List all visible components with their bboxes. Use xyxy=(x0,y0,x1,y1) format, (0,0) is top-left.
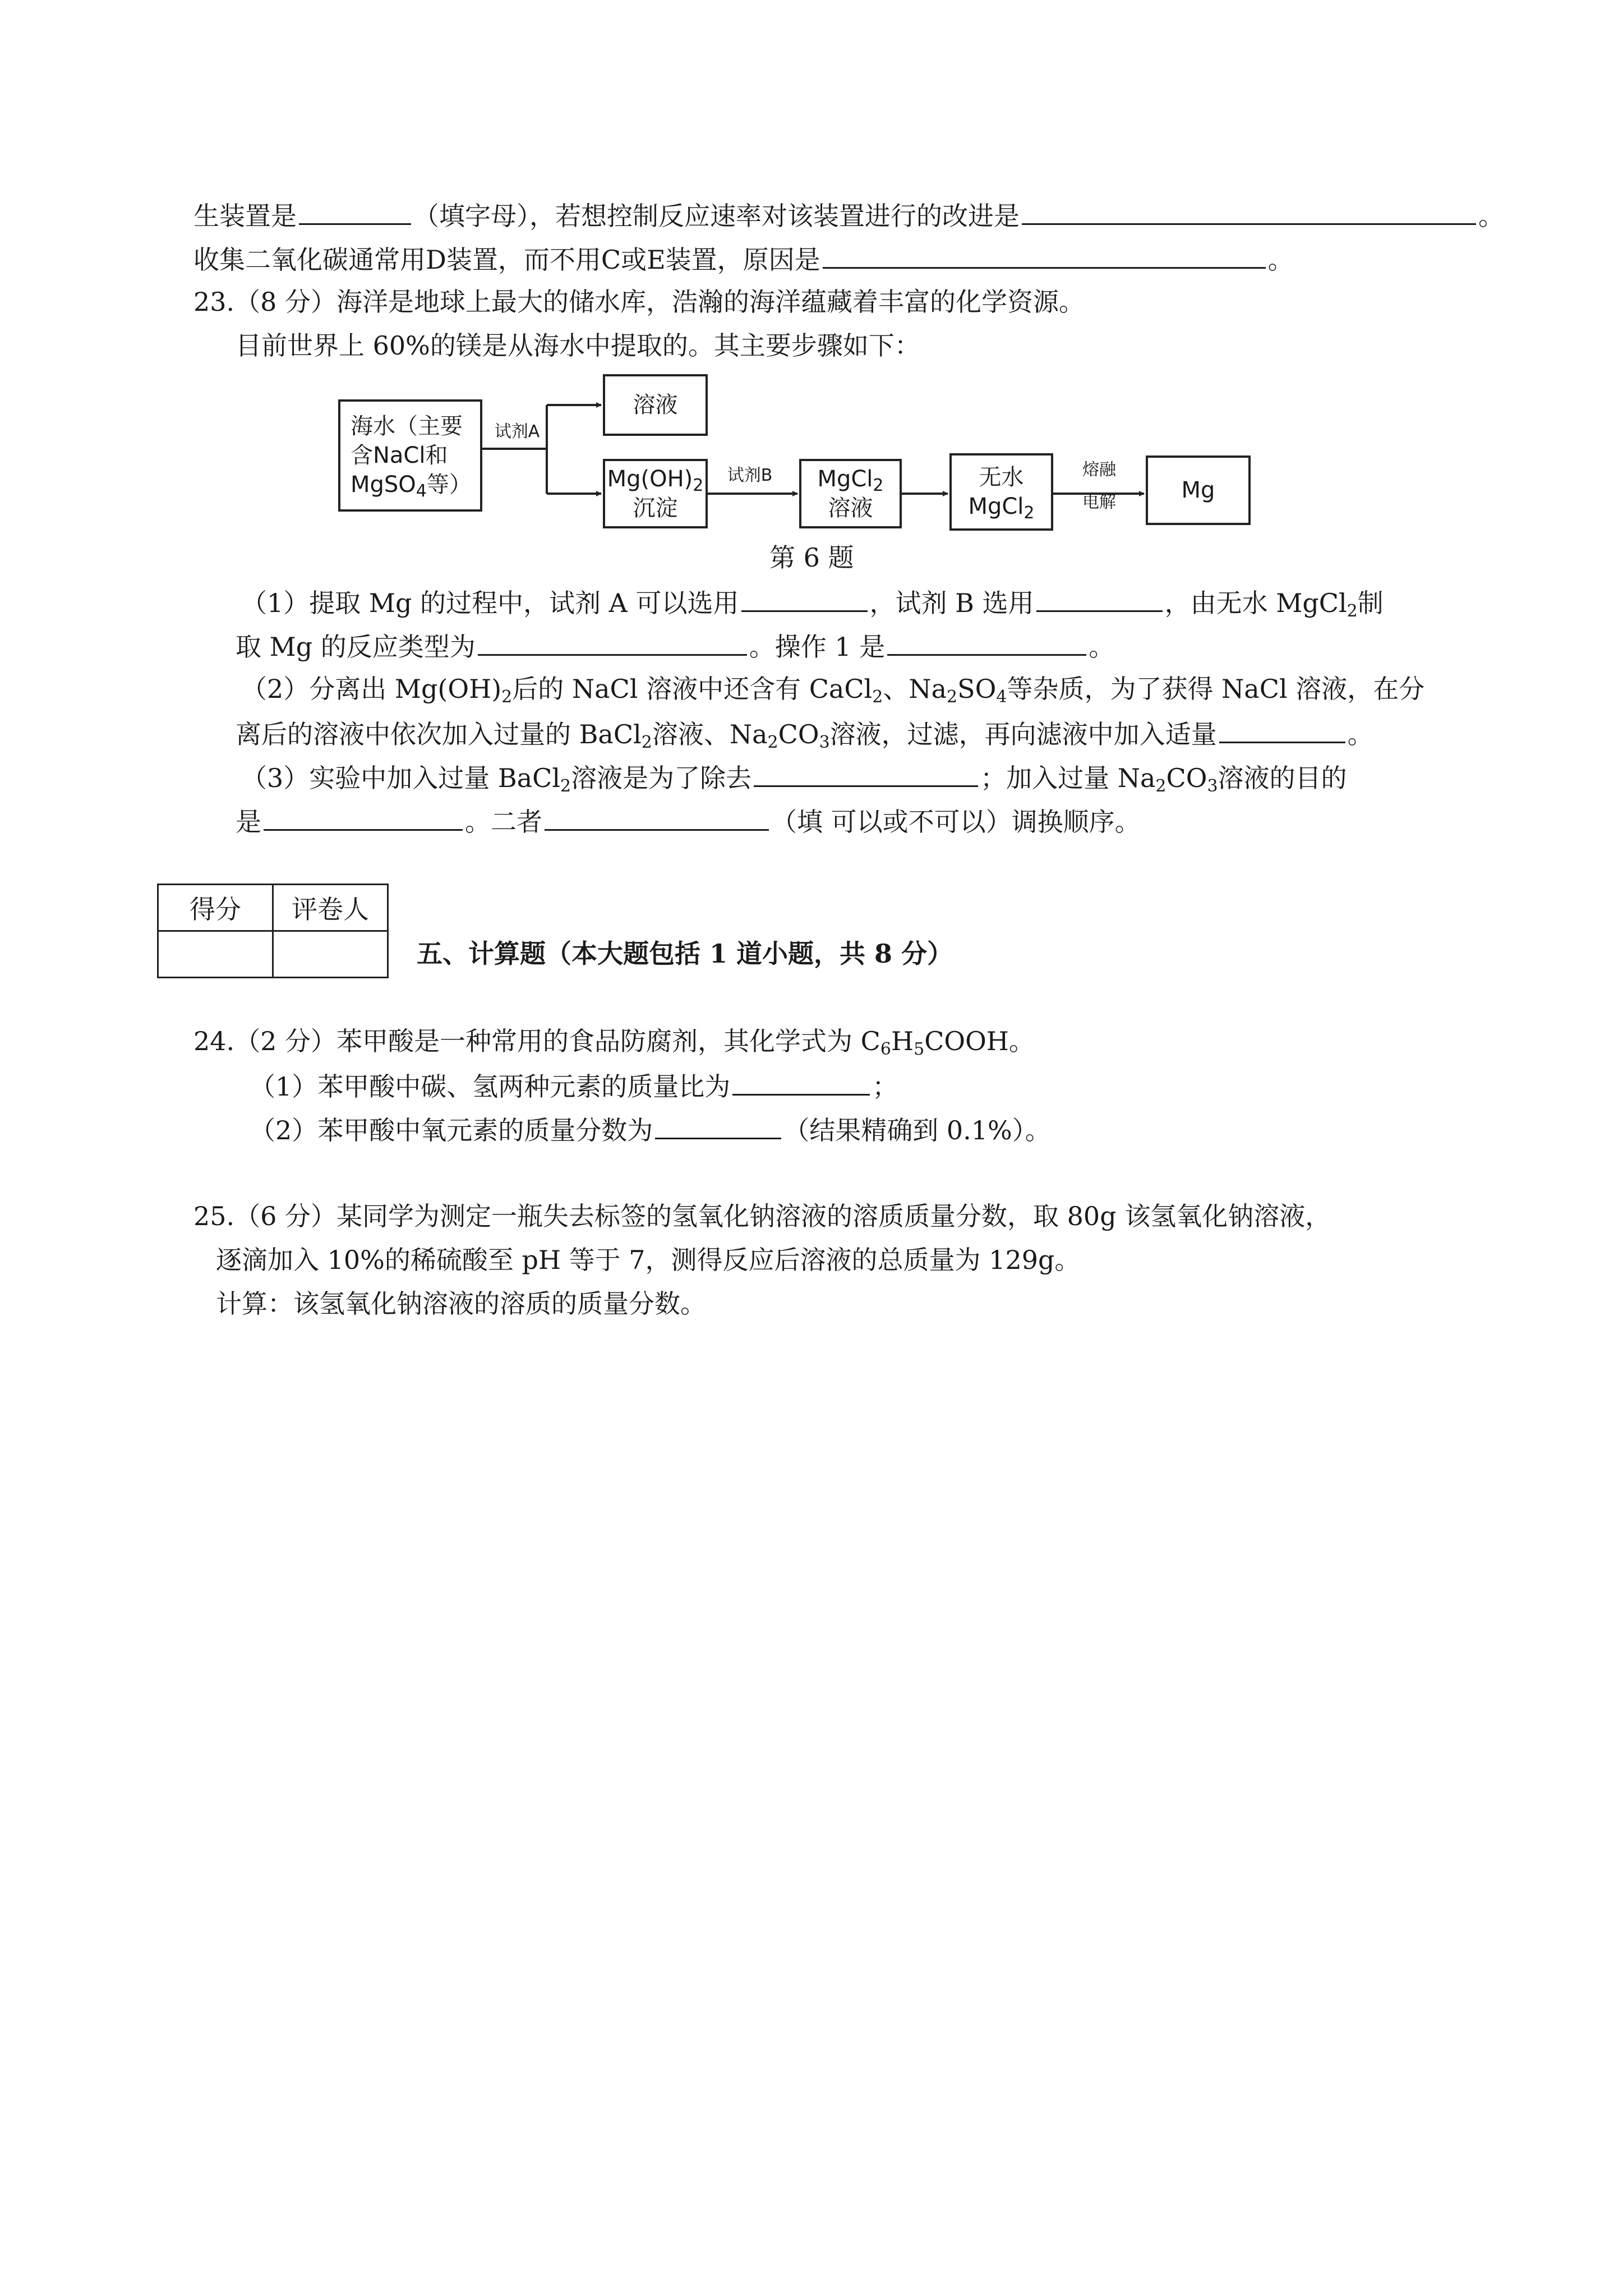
node-mgcl2-solution: MgCl$_2$ 溶液 xyxy=(799,459,902,528)
answer-blank[interactable] xyxy=(545,803,769,831)
node-solution: 溶液 xyxy=(603,374,708,436)
q23-part1-line1: （1）提取 Mg 的过程中，试剂 A 可以选用 ，试剂 B 选用 ，由无水 MgCl$_2$制 xyxy=(241,585,1384,620)
node-anhydrous-mgcl2: 无水 MgCl$_2$ xyxy=(949,453,1053,531)
node-mgoh2-precipitate: $Mg(OH)_2$ 沉淀 xyxy=(603,459,708,528)
grader-cell[interactable] xyxy=(273,931,388,978)
q25-line2: 逐滴加入 10%的稀硫酸至 pH 等于 7，测得反应后溶液的总质量为 129g。 xyxy=(216,1245,1081,1275)
answer-blank[interactable] xyxy=(754,760,978,787)
q22-line2: 收集二氧化碳通常用D装置，而不用C或E装置，原因是 。 xyxy=(193,241,1294,277)
answer-blank[interactable] xyxy=(1219,716,1345,743)
score-cell[interactable] xyxy=(158,931,273,978)
answer-blank[interactable] xyxy=(1036,585,1163,612)
q25-line1: 25.（6 分）某同学为测定一瓶失去标签的氢氧化钠溶液的溶质质量分数，取 80g 该氢氧化钠溶液， xyxy=(193,1201,1331,1231)
answer-blank[interactable] xyxy=(655,1112,781,1139)
answer-blank[interactable] xyxy=(732,1068,870,1096)
answer-blank[interactable] xyxy=(823,241,1266,269)
figure-caption: 第 6 题 xyxy=(769,542,854,573)
label-reagent-a: 试剂A xyxy=(494,422,540,441)
q23-intro: 23.（8 分）海洋是地球上最大的储水库，浩瀚的海洋蕴藏着丰富的化学资源。 xyxy=(193,287,1085,317)
answer-blank[interactable] xyxy=(264,803,463,831)
node-mg: Mg xyxy=(1146,455,1251,525)
node-seawater: 海水（主要 含NaCl和 MgSO$_4$等） xyxy=(338,399,482,512)
label-electrolysis: 熔融 电解 xyxy=(1082,460,1116,512)
grader-header: 评卷人 xyxy=(273,885,388,931)
score-header: 得分 xyxy=(158,885,273,931)
answer-blank[interactable] xyxy=(741,585,868,612)
answer-blank[interactable] xyxy=(478,628,747,656)
q25-line3: 计算：该氢氧化钠溶液的溶质的质量分数。 xyxy=(216,1289,706,1319)
q23-part2-line2: 离后的溶液中依次加入过量的 BaCl$_2$溶液、$Na_2CO_3$溶液，过滤，再向滤液中加入适量 。 xyxy=(236,716,1373,751)
q23-part2-line1: （2）分离出 $Mg(OH)_2$后的 NaCl 溶液中还含有 CaCl$_2$、$Na_2SO_4$等杂质，为了获得 NaCl 溶液，在分 xyxy=(241,674,1425,707)
section-heading: 五、计算题（本大题包括 1 道小题，共 8 分） xyxy=(417,938,953,969)
label-reagent-b: 试剂B xyxy=(727,466,773,485)
q23-part1-line2: 取 Mg 的反应类型为 。操作 1 是 。 xyxy=(236,628,1114,664)
answer-blank[interactable] xyxy=(299,197,411,225)
answer-blank[interactable] xyxy=(1022,197,1476,225)
score-table xyxy=(157,884,389,978)
q24-part1: （1）苯甲酸中碳、氢两种元素的质量比为 ； xyxy=(250,1068,898,1103)
q23-part3-line2: 是 。二者 （填 可以或不可以）调换顺序。 xyxy=(236,803,1141,839)
q22-line1: 生装置是 （填字母），若想控制反应速率对该装置进行的改进是 。 xyxy=(193,197,1504,233)
q24-part2: （2）苯甲酸中氧元素的质量分数为 （结果精确到 0.1%）。 xyxy=(250,1112,1051,1147)
answer-blank[interactable] xyxy=(887,628,1086,656)
q24-stem: 24.（2 分）苯甲酸是一种常用的食品防腐剂，其化学式为 $C_6H_5COOH$。 xyxy=(193,1026,1035,1059)
q23-part3-line1: （3）实验中加入过量 BaCl$_2$溶液是为了除去 ；加入过量 $Na_2CO_3$溶液的目的 xyxy=(241,760,1347,795)
q23-intro2: 目前世界上 60%的镁是从海水中提取的。其主要步骤如下： xyxy=(236,330,920,361)
